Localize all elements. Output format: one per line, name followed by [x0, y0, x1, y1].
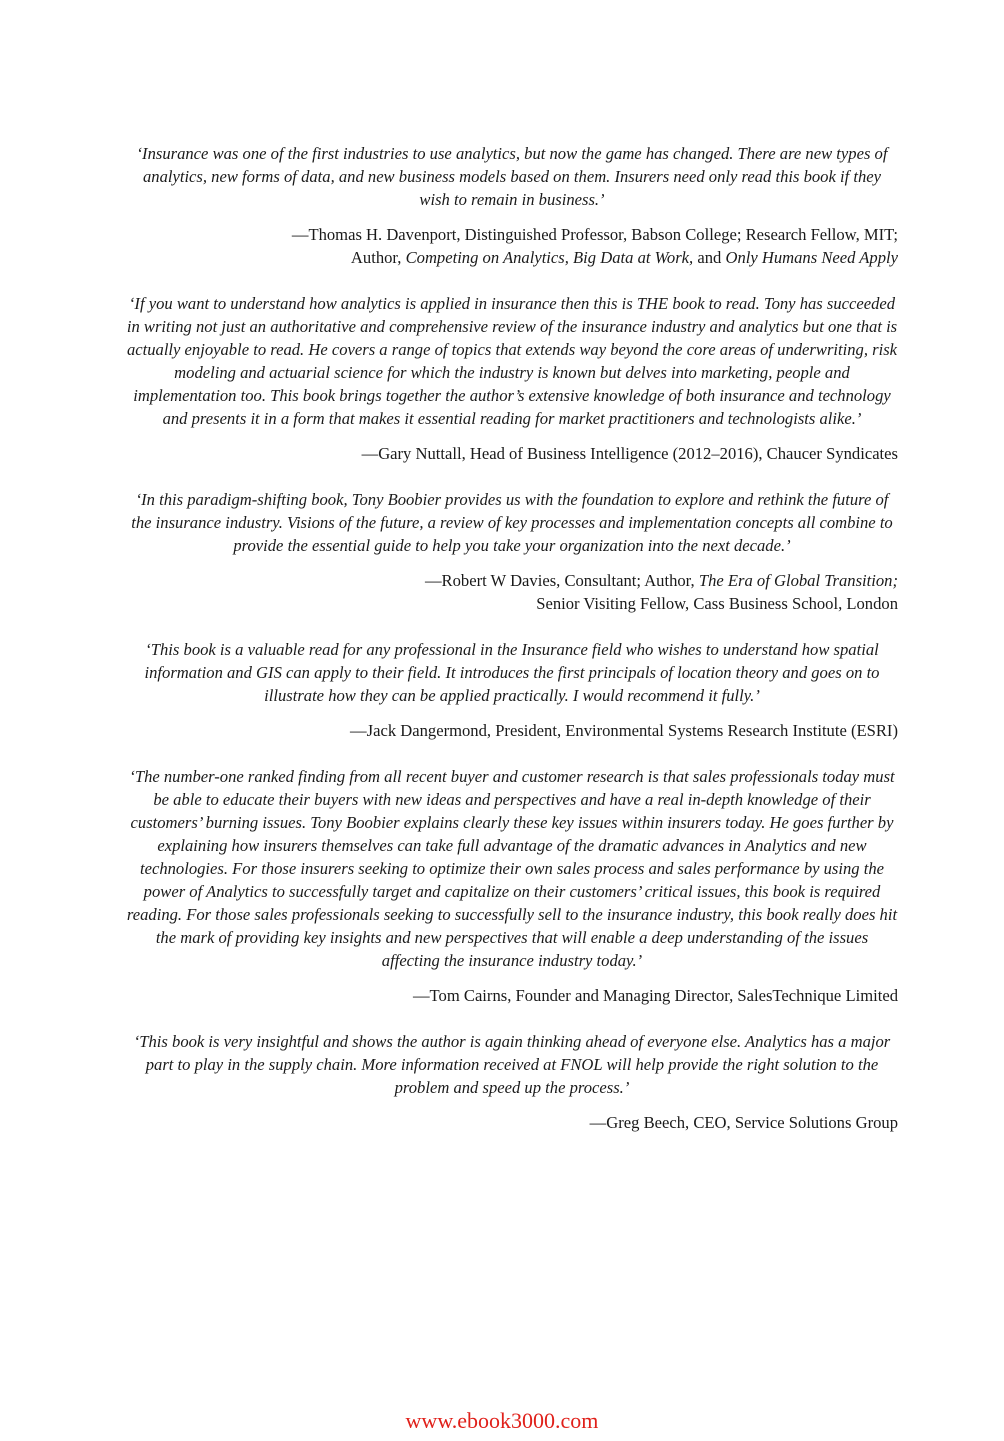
- endorsement-attribution: [126, 223, 898, 269]
- endorsement-davies: [126, 488, 898, 615]
- attribution-text: —Thomas H. Davenport, Distinguished Professor, Babson College; Research Fellow, MIT;: [291, 225, 898, 244]
- endorsement-attribution: —Jack Dangermond, President, Environmental Systems Research Institute (ESRI): [350, 721, 898, 740]
- attribution-text: —Robert W Davies, Consultant; Author,: [424, 571, 699, 590]
- endorsement-cairns: [126, 765, 898, 1007]
- book-title: The Era of Global Transition;: [698, 571, 898, 590]
- endorsement-quote: ‘If you want to understand how analytics is applied in insurance then this is THE book to read. Tony has succeeded in writing not just an authoritative and comprehensive review of the insurance industry and analytics but one that is actually enjoyable to read. He covers a range of topics that extends way beyond the core areas of underwriting, risk modeling and actuarial science for which the industry is known but delves into marketing, people and implementation too. This book brings together the author’s extensive knowledge of both insurance and technology and presents it in a form that makes it essential reading for market practitioners and technologists alike.’: [126, 294, 898, 428]
- endorsements-page: [126, 142, 898, 1157]
- endorsement-beech: [126, 1030, 898, 1134]
- attribution-text: Senior Visiting Fellow, Cass Business School, London: [536, 594, 898, 613]
- endorsement-quote: ‘Insurance was one of the first industries to use analytics, but now the game has changed. There are new types of analytics, new forms of data, and new business models based on them. Insurers need only read this book if they wish to remain in business.’: [136, 144, 888, 209]
- endorsement-quote: ‘This book is a valuable read for any professional in the Insurance field who wishes to understand how spatial information and GIS can apply to their field. It introduces the first principals of location theory and goes on to illustrate how they can be applied practically. I would recommend it fully.’: [144, 640, 880, 705]
- endorsement-attribution: [126, 569, 898, 615]
- endorsement-nuttall: [126, 292, 898, 465]
- footer-website-link[interactable]: www.ebook3000.com: [405, 1408, 599, 1433]
- endorsement-quote: ‘This book is very insightful and shows the author is again thinking ahead of everyone else. Analytics has a major part to play in the supply chain. More information received at FNOL will help provide the right solution to the problem and speed up the process.’: [133, 1032, 891, 1097]
- endorsement-attribution: —Greg Beech, CEO, Service Solutions Group: [589, 1113, 898, 1132]
- attribution-text: and: [693, 248, 726, 267]
- endorsement-dangermond: [126, 638, 898, 742]
- endorsement-attribution: —Gary Nuttall, Head of Business Intelligence (2012–2016), Chaucer Syndicates: [361, 444, 898, 463]
- book-title: Competing on Analytics, Big Data at Work,: [405, 248, 694, 267]
- endorsement-attribution: —Tom Cairns, Founder and Managing Director, SalesTechnique Limited: [412, 986, 898, 1005]
- endorsement-davenport: [126, 142, 898, 269]
- attribution-text: Author,: [350, 248, 406, 267]
- book-title: Only Humans Need Apply: [725, 248, 898, 267]
- endorsement-quote: ‘In this paradigm-shifting book, Tony Boobier provides us with the foundation to explore and rethink the future of the insurance industry. Visions of the future, a review of key processes and implementation concepts all combine to provide the essential guide to help you take your organization into the next decade.’: [131, 490, 893, 555]
- endorsement-quote: ‘The number-one ranked finding from all recent buyer and customer research is that sales professionals today must be able to educate their buyers with new ideas and perspectives and have a real in-depth knowledge of their customers’ burning issues. Tony Boobier explains clearly these key issues within insurers today. He goes further by explaining how insurers themselves can take full advantage of the dramatic advances in Analytics and new technologies. For those insurers seeking to optimize their own sales process and sales performance by using the power of Analytics to successfully target and capitalize on their customers’ critical issues, this book is required reading. For those sales professionals seeking to successfully sell to the insurance industry, this book really does hit the mark of providing key insights and new perspectives that will enable a deep understanding of the issues affecting the insurance industry today.’: [126, 767, 898, 970]
